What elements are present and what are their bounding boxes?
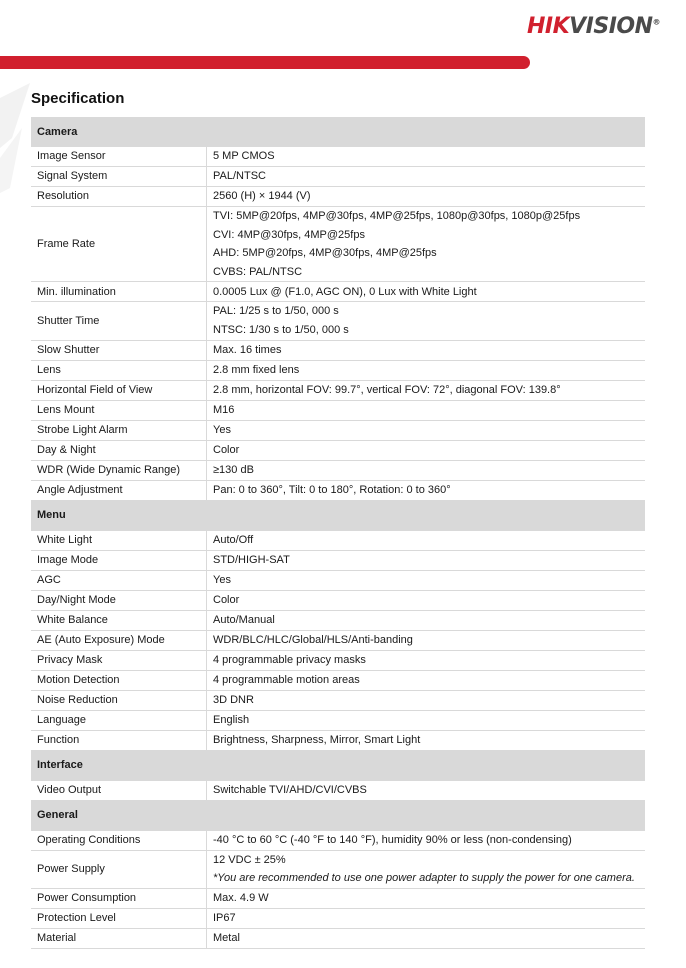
spec-label: Image Sensor xyxy=(31,147,207,167)
spec-row xyxy=(31,282,645,302)
spec-row xyxy=(31,360,645,380)
spec-label: Day & Night xyxy=(31,440,207,460)
spec-row xyxy=(31,570,645,590)
spec-value xyxy=(207,207,646,282)
spec-value xyxy=(207,440,646,460)
spec-value-line: Metal xyxy=(213,931,240,944)
spec-label: Strobe Light Alarm xyxy=(31,420,207,440)
brand-logo-reg: ® xyxy=(652,17,660,27)
spec-row xyxy=(31,730,645,750)
spec-value-line: Yes xyxy=(213,573,231,586)
spec-value xyxy=(207,831,646,851)
spec-row xyxy=(31,400,645,420)
spec-row xyxy=(31,480,645,500)
header-accent-bar xyxy=(0,56,530,69)
spec-row xyxy=(31,888,645,908)
spec-label: Material xyxy=(31,928,207,948)
spec-row xyxy=(31,928,645,948)
spec-value xyxy=(207,670,646,690)
spec-value-line: Pan: 0 to 360°, Tilt: 0 to 180°, Rotation: 0 to 360° xyxy=(213,483,451,496)
spec-row xyxy=(31,908,645,928)
spec-value xyxy=(207,187,646,207)
spec-label: Video Output xyxy=(31,781,207,801)
spec-value xyxy=(207,360,646,380)
spec-label: Noise Reduction xyxy=(31,690,207,710)
spec-row xyxy=(31,147,645,167)
spec-value-line: WDR/BLC/HLC/Global/HLS/Anti-banding xyxy=(213,633,413,646)
spec-value-line: STD/HIGH-SAT xyxy=(213,553,290,566)
spec-value xyxy=(207,888,646,908)
spec-value-line: 4 programmable motion areas xyxy=(213,673,360,686)
spec-row xyxy=(31,380,645,400)
spec-value-line: 2.8 mm fixed lens xyxy=(213,363,300,376)
spec-label: Resolution xyxy=(31,187,207,207)
spec-row xyxy=(31,420,645,440)
section-header-general xyxy=(31,800,645,831)
spec-row xyxy=(31,531,645,551)
section-header-interface xyxy=(31,750,645,781)
spec-row xyxy=(31,610,645,630)
spec-label: Function xyxy=(31,730,207,750)
spec-label: WDR (Wide Dynamic Range) xyxy=(31,460,207,480)
spec-value-line: 12 VDC ± 25% xyxy=(213,853,286,866)
spec-label: Operating Conditions xyxy=(31,831,207,851)
spec-label: Protection Level xyxy=(31,908,207,928)
spec-label: White Balance xyxy=(31,610,207,630)
spec-value xyxy=(207,850,646,888)
spec-label: Motion Detection xyxy=(31,670,207,690)
spec-row xyxy=(31,670,645,690)
spec-value-line: CVBS: PAL/NTSC xyxy=(213,265,303,278)
spec-value-line: Brightness, Sharpness, Mirror, Smart Light xyxy=(213,733,421,746)
spec-row xyxy=(31,167,645,187)
spec-value-line: -40 °C to 60 °C (-40 °F to 140 °F), humidity 90% or less (non-condensing) xyxy=(213,833,572,846)
brand-logo-vision: VISION xyxy=(569,14,653,39)
spec-row xyxy=(31,630,645,650)
spec-value-line: NTSC: 1/30 s to 1/50, 000 s xyxy=(213,323,349,336)
spec-value xyxy=(207,650,646,670)
spec-row xyxy=(31,590,645,610)
spec-value-line: 2.8 mm, horizontal FOV: 99.7°, vertical FOV: 72°, diagonal FOV: 139.8° xyxy=(213,383,561,396)
section-title: Interface xyxy=(31,750,645,781)
spec-label: AGC xyxy=(31,570,207,590)
spec-value-line: Auto/Off xyxy=(213,533,254,546)
spec-value-line: Max. 4.9 W xyxy=(213,891,269,904)
spec-value xyxy=(207,570,646,590)
spec-label: Min. illumination xyxy=(31,282,207,302)
spec-row xyxy=(31,187,645,207)
spec-value xyxy=(207,167,646,187)
page-title: Specification xyxy=(31,90,125,107)
spec-label: Day/Night Mode xyxy=(31,590,207,610)
spec-value-line: CVI: 4MP@30fps, 4MP@25fps xyxy=(213,228,365,241)
spec-value-line: ≥130 dB xyxy=(213,463,254,476)
spec-value-line: 3D DNR xyxy=(213,693,254,706)
spec-value xyxy=(207,147,646,167)
spec-row xyxy=(31,207,645,282)
spec-value xyxy=(207,730,646,750)
spec-value-line: IP67 xyxy=(213,911,236,924)
spec-label: Privacy Mask xyxy=(31,650,207,670)
spec-label: Angle Adjustment xyxy=(31,480,207,500)
spec-row xyxy=(31,781,645,801)
spec-row xyxy=(31,690,645,710)
spec-value-line: English xyxy=(213,713,250,726)
spec-value-line: PAL/NTSC xyxy=(213,170,266,183)
spec-value xyxy=(207,908,646,928)
spec-label: Shutter Time xyxy=(31,302,207,340)
spec-value xyxy=(207,590,646,610)
spec-row xyxy=(31,831,645,851)
spec-value-line: 0.0005 Lux @ (F1.0, AGC ON), 0 Lux with White Light xyxy=(213,285,477,298)
spec-row xyxy=(31,550,645,570)
spec-value xyxy=(207,531,646,551)
spec-value xyxy=(207,781,646,801)
spec-label: Power Consumption xyxy=(31,888,207,908)
spec-value xyxy=(207,550,646,570)
spec-label: Image Mode xyxy=(31,550,207,570)
brand-logo-hik: HIK xyxy=(526,14,570,39)
spec-label: Signal System xyxy=(31,167,207,187)
section-header-camera xyxy=(31,117,645,147)
spec-value-line: Auto/Manual xyxy=(213,613,275,626)
spec-value-line: Switchable TVI/AHD/CVI/CVBS xyxy=(213,783,367,796)
spec-row xyxy=(31,340,645,360)
spec-value-line: AHD: 5MP@20fps, 4MP@30fps, 4MP@25fps xyxy=(213,247,437,260)
spec-value xyxy=(207,710,646,730)
spec-value-line: Color xyxy=(213,593,240,606)
spec-row xyxy=(31,440,645,460)
spec-label: Horizontal Field of View xyxy=(31,380,207,400)
spec-value-note: *You are recommended to use one power adapter to supply the power for one camera. xyxy=(213,872,635,885)
spec-label: Power Supply xyxy=(31,850,207,888)
spec-value-line: Color xyxy=(213,443,240,456)
spec-value xyxy=(207,480,646,500)
spec-label: Lens Mount xyxy=(31,400,207,420)
spec-value xyxy=(207,380,646,400)
spec-value xyxy=(207,340,646,360)
spec-label: AE (Auto Exposure) Mode xyxy=(31,630,207,650)
spec-label: Frame Rate xyxy=(31,207,207,282)
spec-value-line: 2560 (H) × 1944 (V) xyxy=(213,190,311,203)
spec-value xyxy=(207,420,646,440)
spec-value xyxy=(207,690,646,710)
spec-label: Slow Shutter xyxy=(31,340,207,360)
spec-label: Language xyxy=(31,710,207,730)
spec-label: White Light xyxy=(31,531,207,551)
section-title: Menu xyxy=(31,500,645,531)
spec-value xyxy=(207,630,646,650)
spec-value-line: Max. 16 times xyxy=(213,343,282,356)
spec-row xyxy=(31,460,645,480)
spec-row xyxy=(31,710,645,730)
spec-row xyxy=(31,850,645,888)
spec-row xyxy=(31,302,645,340)
spec-value xyxy=(207,400,646,420)
spec-label: Lens xyxy=(31,360,207,380)
spec-value xyxy=(207,302,646,340)
spec-value xyxy=(207,928,646,948)
section-title: Camera xyxy=(31,117,645,147)
section-header-menu xyxy=(31,500,645,531)
spec-value xyxy=(207,282,646,302)
brand-logo xyxy=(527,14,660,39)
spec-value-line: 5 MP CMOS xyxy=(213,150,275,163)
spec-value xyxy=(207,460,646,480)
section-title: General xyxy=(31,800,645,831)
spec-value-line: PAL: 1/25 s to 1/50, 000 s xyxy=(213,305,339,318)
spec-value-line: 4 programmable privacy masks xyxy=(213,653,366,666)
spec-value-line: M16 xyxy=(213,403,235,416)
spec-row xyxy=(31,650,645,670)
spec-value xyxy=(207,610,646,630)
spec-table xyxy=(31,117,645,949)
spec-value-line: TVI: 5MP@20fps, 4MP@30fps, 4MP@25fps, 1080p@30fps, 1080p@25fps xyxy=(213,210,581,222)
spec-value-line: Yes xyxy=(213,423,231,436)
